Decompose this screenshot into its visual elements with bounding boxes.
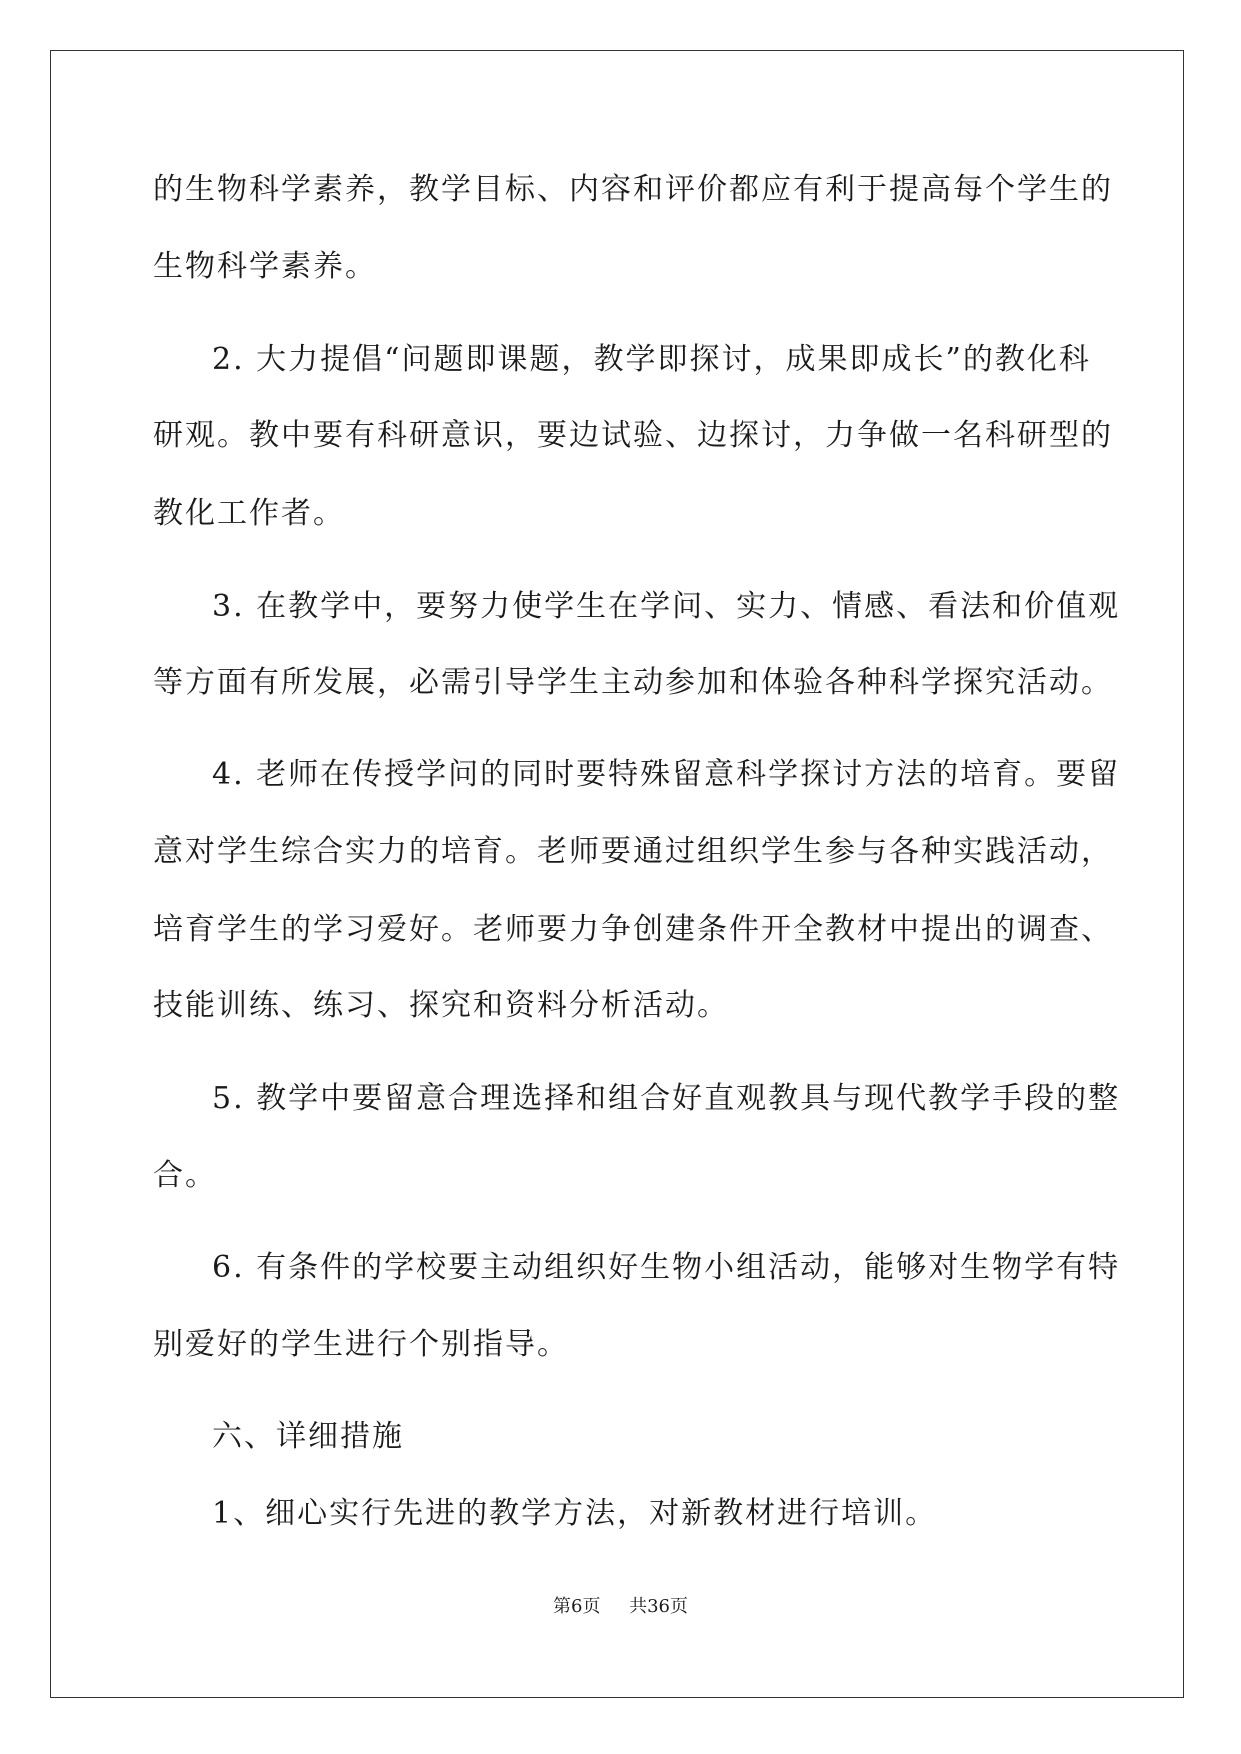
page-footer	[0, 1595, 1241, 1619]
body-line-13: 合。	[153, 1158, 217, 1193]
paragraph-3-start: 3. 在教学中，要努力使学生在学问、实力、情感、看法和价值观	[212, 589, 1121, 624]
paragraph-2-start: 2. 大力提倡“问题即课题，教学即探讨，成果即成长”的教化科	[212, 342, 1091, 377]
paragraph-5-start: 5. 教学中要留意合理选择和组合好直观教具与现代教学手段的整	[212, 1081, 1121, 1116]
body-line-11: 技能训练、练习、探究和资料分析活动。	[153, 988, 729, 1023]
measure-item-1: 1、细心实行先进的教学方法，对新教材进行培训。	[212, 1496, 938, 1531]
paragraph-4-start: 4. 老师在传授学问的同时要特殊留意科学探讨方法的培育。要留	[212, 757, 1121, 792]
body-line-7: 等方面有所发展，必需引导学生主动参加和体验各种科学探究活动。	[153, 665, 1113, 700]
section-heading: 六、详细措施	[212, 1419, 404, 1454]
body-line-9: 意对学生综合实力的培育。老师要通过组织学生参与各种实践活动，	[153, 834, 1113, 869]
paragraph-6-start: 6. 有条件的学校要主动组织好生物小组活动，能够对生物学有特	[212, 1250, 1121, 1285]
body-line-1: 的生物科学素养，教学目标、内容和评价都应有利于提高每个学生的	[153, 172, 1113, 207]
page-number: 第6页	[553, 1596, 601, 1617]
body-line-5: 教化工作者。	[153, 496, 345, 531]
total-pages: 共36页	[629, 1596, 688, 1617]
body-line-4: 研观。教中要有科研意识，要边试验、边探讨，力争做一名科研型的	[153, 418, 1113, 453]
body-line-15: 别爱好的学生进行个别指导。	[153, 1327, 569, 1362]
body-line-10: 培育学生的学习爱好。老师要力争创建条件开全教材中提出的调查、	[153, 912, 1113, 947]
body-line-2: 生物科学素养。	[153, 249, 377, 284]
